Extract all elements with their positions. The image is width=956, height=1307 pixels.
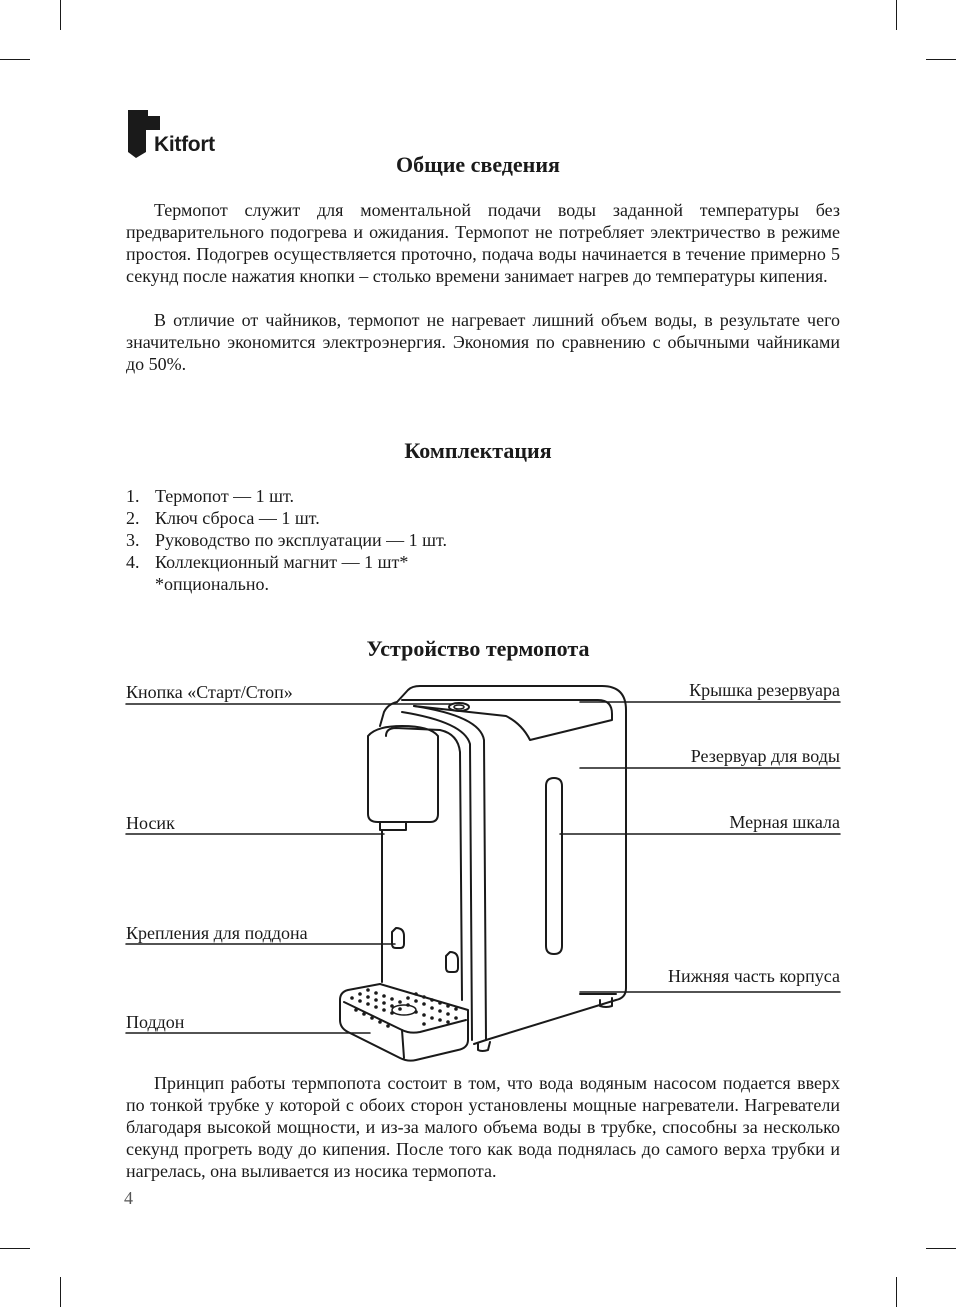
tray-drain-icon (392, 1005, 416, 1015)
list-item-number: 2. (126, 508, 140, 528)
list-item-text: Руководство по эксплуатации — 1 шт. (155, 530, 447, 550)
operation-paragraph: Принцип работы термпопота состоит в том, что вода водяным насосом подается вверх по тонкой трубке у которой с обоих сторон установлены мощные нагреватели. Нагреватели благодаря высокой мощности, и из-за малого объема воды в трубке, способны за несколько секунд прогреть воду до кипения. После того как вода поднялась до самого верха трубки и нагрелась, она выливается из носика термопота. (126, 1073, 840, 1181)
general-paragraph-2: В отличие от чайников, термопот не нагревает лишний объем воды, в результате чего значительно экономится электроэнергия. Экономия по сравнению с обычными чайниками до 50%. (126, 310, 840, 374)
label-water-reservoir: Резервуар для воды (690, 746, 840, 766)
page-number: 4 (124, 1188, 133, 1208)
label-tray: Поддон (126, 1012, 185, 1032)
section-title-general: Общие сведения (396, 152, 560, 177)
general-paragraph-1: Термопот служит для моментальной подачи воды заданной температуры без предварительного подогрева и ожидания. Термопот не потребляет электричество в режиме простоя. Подогрев осуществляется проточно, подача воды начинается в течение примерно 5 секунд после нажатия кнопки – столько времени занимает нагрев до температуры кипения. (126, 200, 840, 286)
section-title-device: Устройство термопота (366, 636, 590, 661)
tray-grid (350, 988, 458, 1028)
label-measuring-scale: Мерная шкала (729, 812, 840, 832)
list-item-text: Ключ сброса — 1 шт. (155, 508, 320, 528)
label-start-stop-button: Кнопка «Старт/Стоп» (126, 682, 293, 702)
start-stop-button-icon (449, 703, 469, 711)
list-item-text: Термопот — 1 шт. (155, 486, 295, 506)
label-spout: Носик (126, 813, 175, 833)
list-item-text: Коллекционный магнит — 1 шт* (155, 552, 409, 572)
label-tray-mounts: Крепления для поддона (126, 923, 308, 943)
label-reservoir-lid: Крышка резервуара (689, 680, 840, 700)
label-lower-body: Нижняя часть корпуса (667, 966, 840, 986)
list-item-number: 1. (126, 486, 140, 506)
thermopot-body (340, 686, 626, 1061)
section-title-kit: Комплектация (404, 438, 552, 463)
kit-footnote: *опционально. (155, 574, 270, 594)
brand-name: Kitfort (154, 133, 215, 156)
list-item-number: 4. (126, 552, 140, 572)
list-item-number: 3. (126, 530, 140, 550)
